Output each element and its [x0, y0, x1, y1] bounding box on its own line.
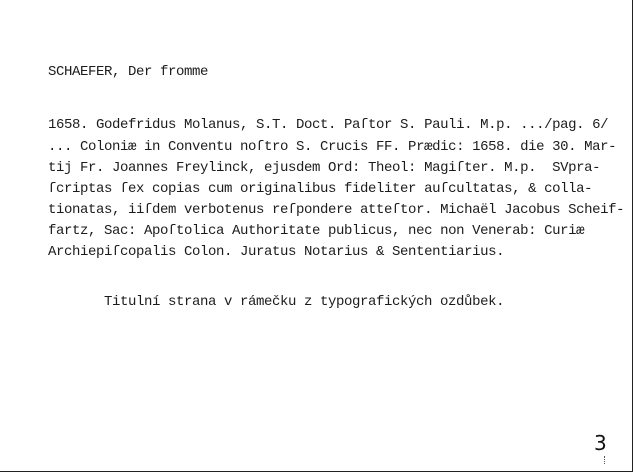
card-body-line: 1658. Godefridus Molanus, S.T. Doct. Paſtor S. Pauli. M.p. .../pag. 6/: [48, 117, 609, 133]
card-body-line: ſcriptas ſex copias cum originalibus fideliter auſcultatas, & colla-: [48, 181, 593, 197]
card-number: 3: [594, 431, 607, 455]
edge-marks: [604, 456, 609, 464]
card-body-line: tij Fr. Joannes Freylinck, ejusdem Ord: Theol: Magiſter. M.p. SVpra-: [48, 160, 601, 176]
card-body-line: Archiepiſcopalis Colon. Juratus Notarius & Sententiarius.: [48, 244, 505, 260]
card-body-line: ... Coloniæ in Conventu noſtro S. Crucis FF. Prædic: 1658. die 30. Mar-: [48, 139, 617, 155]
card-note: Titulní strana v rámečku z typografických ozdůbek.: [104, 294, 505, 310]
card-body-line: tionatas, iiſdem verbotenus reſpondere atteſtor. Michaël Jacobus Scheif-: [48, 202, 625, 218]
card-heading: SCHAEFER, Der fromme: [48, 64, 209, 80]
card-body-line: fartz, Sac: Apoſtolica Authoritate publicus, nec non Venerab: Curiæ: [48, 223, 585, 239]
